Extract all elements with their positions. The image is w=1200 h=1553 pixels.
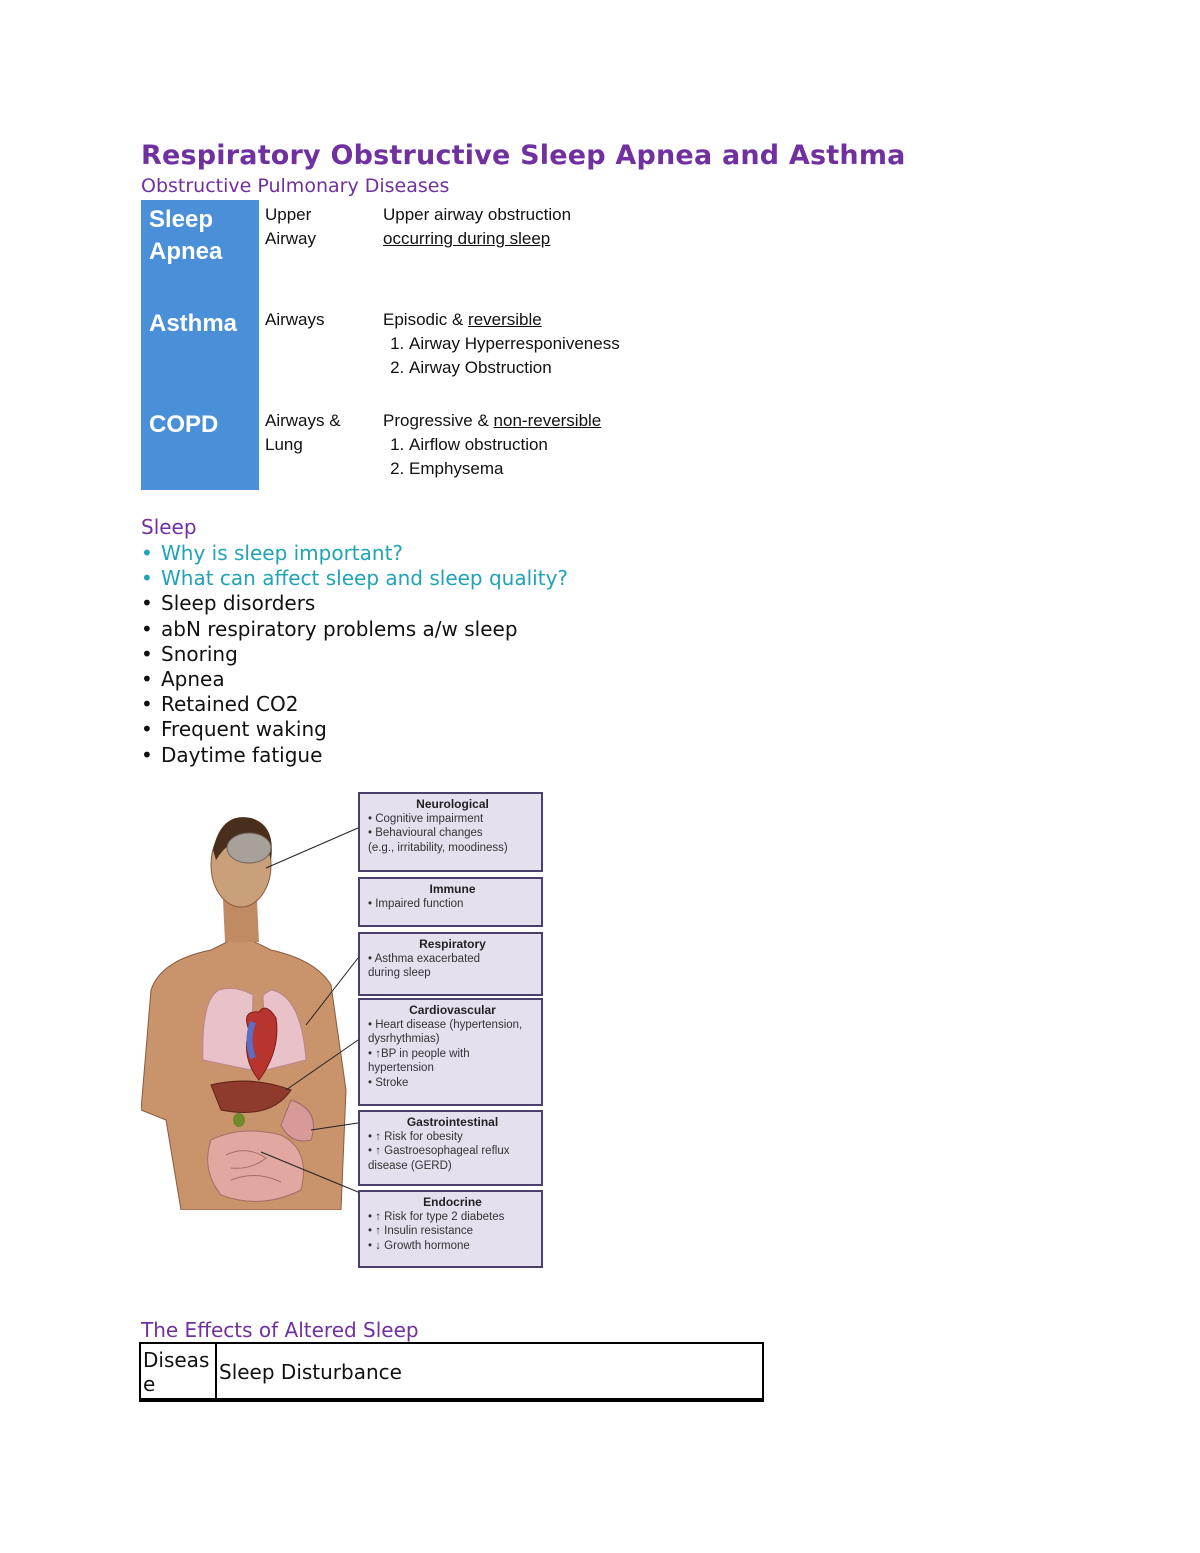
description-copd: Progressive & non-reversible 1. Airflow obstruction 2. Emphysema [383, 409, 601, 481]
disease-name-sleep-apnea: Sleep Apnea [149, 206, 223, 265]
list-item: • Why is sleep important? [141, 541, 404, 565]
effects-heading: The Effects of Altered Sleep [141, 1318, 419, 1342]
disease-name-column [141, 200, 259, 490]
immune-box: Immune • Impaired function [358, 877, 543, 927]
description-sleep-apnea: Upper airway obstruction occurring during sleep [383, 205, 572, 248]
list-item: • Retained CO2 [141, 692, 299, 717]
list-item: 1. Airway Hyperresponiveness [409, 332, 620, 356]
document-title: Respiratory Obstructive Sleep Apnea and Asthma [141, 140, 906, 171]
description-asthma: Episodic & reversible 1. Airway Hyperresponiveness 2. Airway Obstruction [383, 308, 620, 380]
list-item: • abN respiratory problems a/w sleep [141, 616, 518, 641]
list-item: 2. Airway Obstruction [409, 356, 620, 380]
table-header-disease: Disease [141, 1344, 217, 1398]
list-item: • Snoring [141, 641, 238, 666]
respiratory-box: Respiratory • Asthma exacerbated during sleep [358, 932, 543, 996]
body-systems-figure [141, 790, 551, 1270]
location-copd: Airways & Lung [265, 411, 341, 454]
list-item: • Daytime fatigue [141, 742, 323, 767]
location-sleep-apnea: Upper Airway [265, 205, 317, 248]
section-subtitle: Obstructive Pulmonary Diseases [141, 175, 450, 197]
cardiovascular-box: Cardiovascular • Heart disease (hypertension, dysrhythmias) • ↑BP in people with hypertension • Stroke [358, 998, 543, 1106]
list-item: • Apnea [141, 667, 225, 692]
list-item: 2. Emphysema [409, 457, 601, 481]
table-header-sleep-disturbance: Sleep Disturbance [219, 1360, 402, 1384]
list-item: • Sleep disorders [141, 591, 316, 616]
location-asthma: Airways [265, 310, 325, 329]
effects-table [139, 1342, 764, 1402]
sleep-bullet-list [141, 541, 568, 768]
neurological-box: Neurological • Cognitive impairment • Behavioural changes (e.g., irritability, moodiness) [358, 792, 543, 872]
list-item: 1. Airflow obstruction [409, 433, 601, 457]
sleep-heading: Sleep [141, 515, 197, 539]
list-item: • Frequent waking [141, 717, 327, 742]
disease-name-copd: COPD [149, 411, 219, 438]
gastrointestinal-box: Gastrointestinal • ↑ Risk for obesity • ↑ Gastroesophageal reflux disease (GERD) [358, 1110, 543, 1186]
disease-name-asthma: Asthma [149, 310, 238, 337]
endocrine-box: Endocrine • ↑ Risk for type 2 diabetes • ↑ Insulin resistance • ↓ Growth hormone [358, 1190, 543, 1268]
list-item: • What can affect sleep and sleep quality? [141, 566, 569, 591]
